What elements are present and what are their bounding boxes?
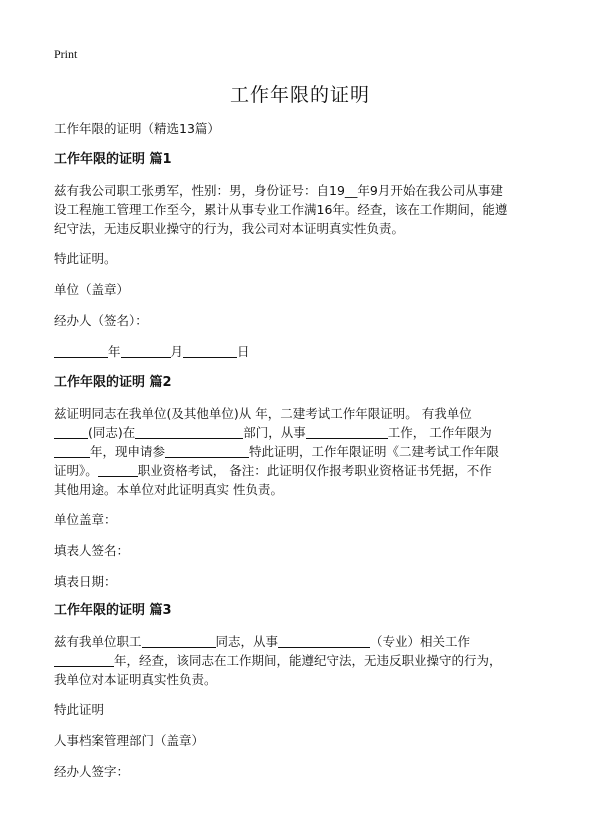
text-fragment: 同志，从事: [215, 634, 279, 649]
day-blank[interactable]: [183, 344, 237, 358]
text-fragment: 兹有我单位职工: [54, 634, 142, 649]
year-blank[interactable]: [54, 344, 108, 358]
print-link[interactable]: Print: [54, 47, 78, 61]
day-label: 日: [237, 344, 250, 359]
text-fragment: 工作， 工作年限为: [387, 425, 492, 440]
section-2-filler-sign: 填表人签名：: [54, 543, 130, 558]
month-blank[interactable]: [121, 344, 171, 358]
month-label: 月: [170, 344, 184, 359]
exam-blank[interactable]: [165, 444, 249, 458]
section-2-line-2: [54, 424, 492, 441]
section-1-unit-seal: 单位（盖章）: [54, 282, 130, 297]
section-2-seal: 单位盖章：: [54, 512, 117, 527]
section-1-heading: 工作年限的证明 篇1: [54, 152, 172, 167]
text-fragment: （专业）相关工作: [370, 634, 471, 649]
text-fragment: 特此证明，工作年限证明《二建考试工作年限: [249, 444, 500, 459]
text-fragment: 证明》。: [54, 463, 98, 478]
section-3-special-note: 特此证明: [54, 702, 105, 717]
section-2-line-1: 兹证明同志在我单位(及其他单位)从 年，二建考试工作年限证明。 有我单位: [54, 406, 472, 421]
section-1-handler-sign: 经办人（签名）：: [54, 313, 148, 328]
section-3-heading: 工作年限的证明 篇3: [54, 603, 172, 618]
employee-blank[interactable]: [142, 634, 216, 648]
qualification-blank[interactable]: [98, 463, 138, 477]
year-label: 年: [108, 344, 121, 359]
years-blank[interactable]: [54, 653, 114, 667]
text-fragment: 年，经查，该同志在工作期间，能遵纪守法，无违反职业操守的行为，: [114, 653, 502, 668]
section-3-line-3: 我单位对本证明真实性负责。: [54, 672, 217, 687]
section-2-heading: 工作年限的证明 篇2: [54, 375, 172, 390]
page-title: 工作年限的证明: [229, 84, 370, 106]
section-3-handler-sign: 经办人签字：: [54, 764, 130, 779]
section-3-line-1: [54, 633, 470, 650]
years-blank[interactable]: [54, 444, 90, 458]
section-3-dept-seal: 人事档案管理部门（盖章）: [54, 733, 205, 748]
text-fragment: (同志)在: [88, 425, 136, 440]
section-2-line-3: [54, 443, 499, 460]
text-fragment: 部门，从事: [243, 425, 306, 440]
section-1-body-line-3: 纪守法，无违反职业操守的行为，我公司对本证明真实性负责。: [54, 221, 405, 236]
work-blank[interactable]: [306, 425, 388, 439]
section-1-date-line: [54, 343, 250, 360]
text-fragment: 年，现申请参: [90, 444, 166, 459]
section-2-fill-date: 填表日期：: [54, 574, 117, 589]
document-subtitle: 工作年限的证明（精选13篇）: [54, 121, 220, 136]
section-2-line-5: 其他用途。本单位对此证明真实 性负责。: [54, 482, 283, 497]
section-1-body-line-1: 兹有我公司职工张勇军，性别：男，身份证号：自19__年9月开始在我公司从事建: [54, 183, 503, 198]
text-fragment: 职业资格考试， 备注：此证明仅作报考职业资格证书凭据，不作: [137, 463, 492, 478]
name-blank[interactable]: [54, 425, 88, 439]
department-blank[interactable]: [135, 425, 243, 439]
section-2-line-4: [54, 462, 492, 479]
section-1-body-line-2: 设工程施工管理工作至今，累计从事专业工作满16年。经查，该在工作期间，能遵: [54, 202, 508, 217]
profession-blank[interactable]: [278, 634, 370, 648]
section-1-special-note: 特此证明。: [54, 251, 117, 266]
section-3-line-2: [54, 652, 502, 669]
